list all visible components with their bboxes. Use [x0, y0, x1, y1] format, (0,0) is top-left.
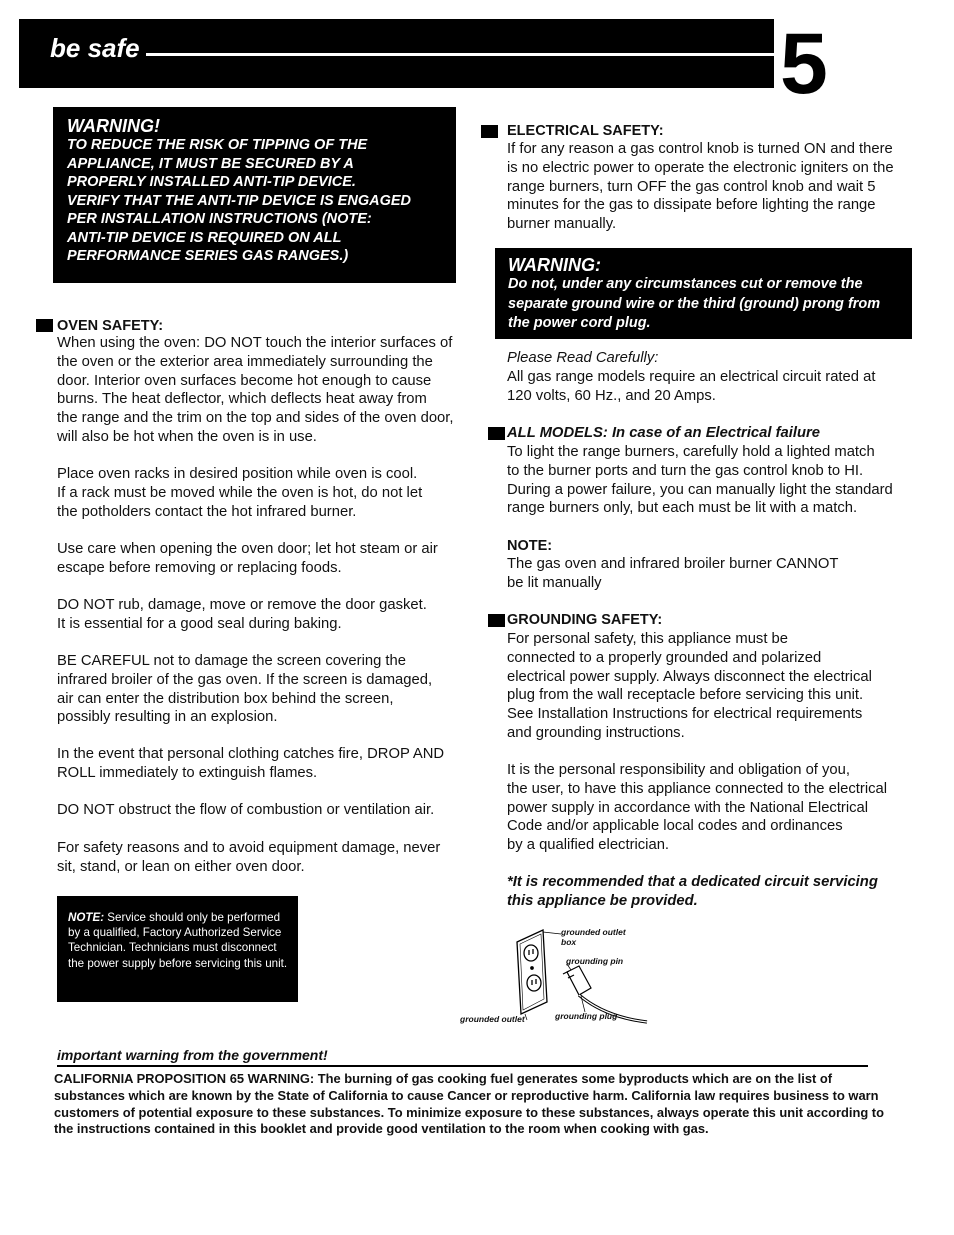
please-read-title: Please Read Carefully: [507, 350, 659, 366]
grounding-plug-label: grounding plug [555, 1011, 618, 1021]
oven-safety-paragraph: Place oven racks in desired position while oven is cool. If a rack must be moved while the oven is hot, do not let the potholders contact the hot infrared burner. [57, 466, 423, 520]
oven-safety-paragraph: BE CAREFUL not to damage the screen covering the infrared broiler of the gas oven. If the screen is damaged, air can enter the distribution box behind the screen, possibly resulting in an explosion. [57, 653, 433, 726]
note-label: NOTE: [68, 911, 105, 924]
grounding-safety-body: It is the personal responsibility and obligation of you, the user, to have this appliance connected to the electrical power supply in accordance with the National Electrical Code and/or applicable local codes and ordinances by a qualified electrician. [507, 762, 888, 854]
note-title: NOTE: [507, 538, 553, 554]
oven-safety-title: OVEN SAFETY: [57, 318, 164, 334]
page-number: 5 [780, 16, 828, 112]
grounding-safety-title: GROUNDING SAFETY: [507, 612, 663, 628]
grounding-safety-bullet [488, 614, 505, 627]
electrical-safety-bullet [481, 125, 498, 138]
government-warning-rule [57, 1065, 868, 1067]
page-title: be safe [50, 33, 140, 63]
outlet-box-label: grounded outlet box [561, 927, 626, 947]
oven-safety-paragraph: In the event that personal clothing catches fire, DROP AND ROLL immediately to extinguish flames. [57, 746, 445, 781]
all-models-body: To light the range burners, carefully hold a lighted match to the burner ports and turn the gas control knob to HI. During a power failure, you can manually light the standard range burners only, but each must be lit with a match. [507, 444, 893, 517]
all-models-title: ALL MODELS: In case of an Electrical failure [507, 425, 821, 441]
oven-safety-bullet [36, 319, 53, 332]
ground-wire-warning-box [495, 248, 912, 339]
dedicated-circuit-note: *It is recommended that a dedicated circuit servicing this appliance be provided. [507, 874, 878, 909]
please-read-body: All gas range models require an electrical circuit rated at 120 volts, 60 Hz., and 20 Amps. [507, 369, 876, 404]
prop65-warning: CALIFORNIA PROPOSITION 65 WARNING: The burning of gas cooking fuel generates some byproducts which are on the list of substances which are known by the State of California to cause Cancer or reproductive harm. California law requires business to warn customers of potential exposure to these substances. To minimize exposure to these substances, always operate this unit according to the instructions contained in this booklet and provide good ventilation to the room when cooking with gas. [54, 1071, 884, 1137]
grounding-pin-label: grounding pin [566, 956, 624, 966]
header-rule [146, 53, 774, 56]
outlet-plate [517, 930, 547, 1014]
note-body: The gas oven and infrared broiler burner CANNOT be lit manually [507, 556, 839, 591]
service-note-box [57, 896, 298, 1002]
warning-body: TO REDUCE THE RISK OF TIPPING OF THE APPLIANCE, IT MUST BE SECURED BY A PROPERLY INSTALLED ANTI-TIP DEVICE. VERIFY THAT THE ANTI-TIP DEVICE IS ENGAGED PER INSTALLATION INSTRUCTIONS (NOTE: ANTI-TIP DEVICE IS REQUIRED ON ALL PERFORMANCE SERIES GAS RANGES.) [67, 137, 411, 264]
grounding-safety-body: For personal safety, this appliance must be connected to a properly grounded and polarized electrical power supply. Always disconnect the electrical plug from the wall receptacle before servicing this unit. See Installation Instructions for electrical requirements and grounding instructions. [507, 631, 872, 741]
oven-safety-paragraph: For safety reasons and to avoid equipment damage, never sit, stand, or lean on either oven door. [57, 840, 441, 875]
grounded-outlet-label: grounded outlet [460, 1014, 525, 1024]
warning-title: WARNING: [508, 255, 601, 275]
oven-safety-paragraph: When using the oven: DO NOT touch the interior surfaces of the oven or the exterior area immediately surrounding the door. Interior oven surfaces become hot enough to cause burns. The heat deflector, which deflects heat away from the range and the trim on the top and sides of the oven door, will also be hot when the oven is in use. [57, 335, 454, 445]
government-warning-title: important warning from the government! [57, 1047, 328, 1063]
oven-safety-paragraph: DO NOT obstruct the flow of combustion or ventilation air. [57, 802, 435, 818]
electrical-safety-title: ELECTRICAL SAFETY: [507, 123, 664, 139]
oven-safety-paragraph: DO NOT rub, damage, move or remove the door gasket. It is essential for a good seal during baking. [57, 597, 427, 632]
oven-safety-paragraph: Use care when opening the oven door; let hot steam or air escape before removing or replacing foods. [57, 541, 438, 576]
all-models-bullet [488, 427, 505, 440]
warning-title: WARNING! [67, 116, 160, 136]
electrical-safety-body: If for any reason a gas control knob is turned ON and there is no electric power to operate the electronic igniters on the range burners, turn OFF the gas control knob and wait 5 minutes for the gas to dissipate before lighting the range burner manually. [507, 141, 894, 233]
anti-tip-warning-box [53, 107, 456, 283]
note-text: Service should only be performed by a qualified, Factory Authorized Service Technician. Technicians must disconnect the power supply before servicing this unit. [68, 911, 288, 970]
warning-body: Do not, under any circumstances cut or remove the separate ground wire or the third (ground) prong from the power cord plug. [508, 276, 881, 331]
